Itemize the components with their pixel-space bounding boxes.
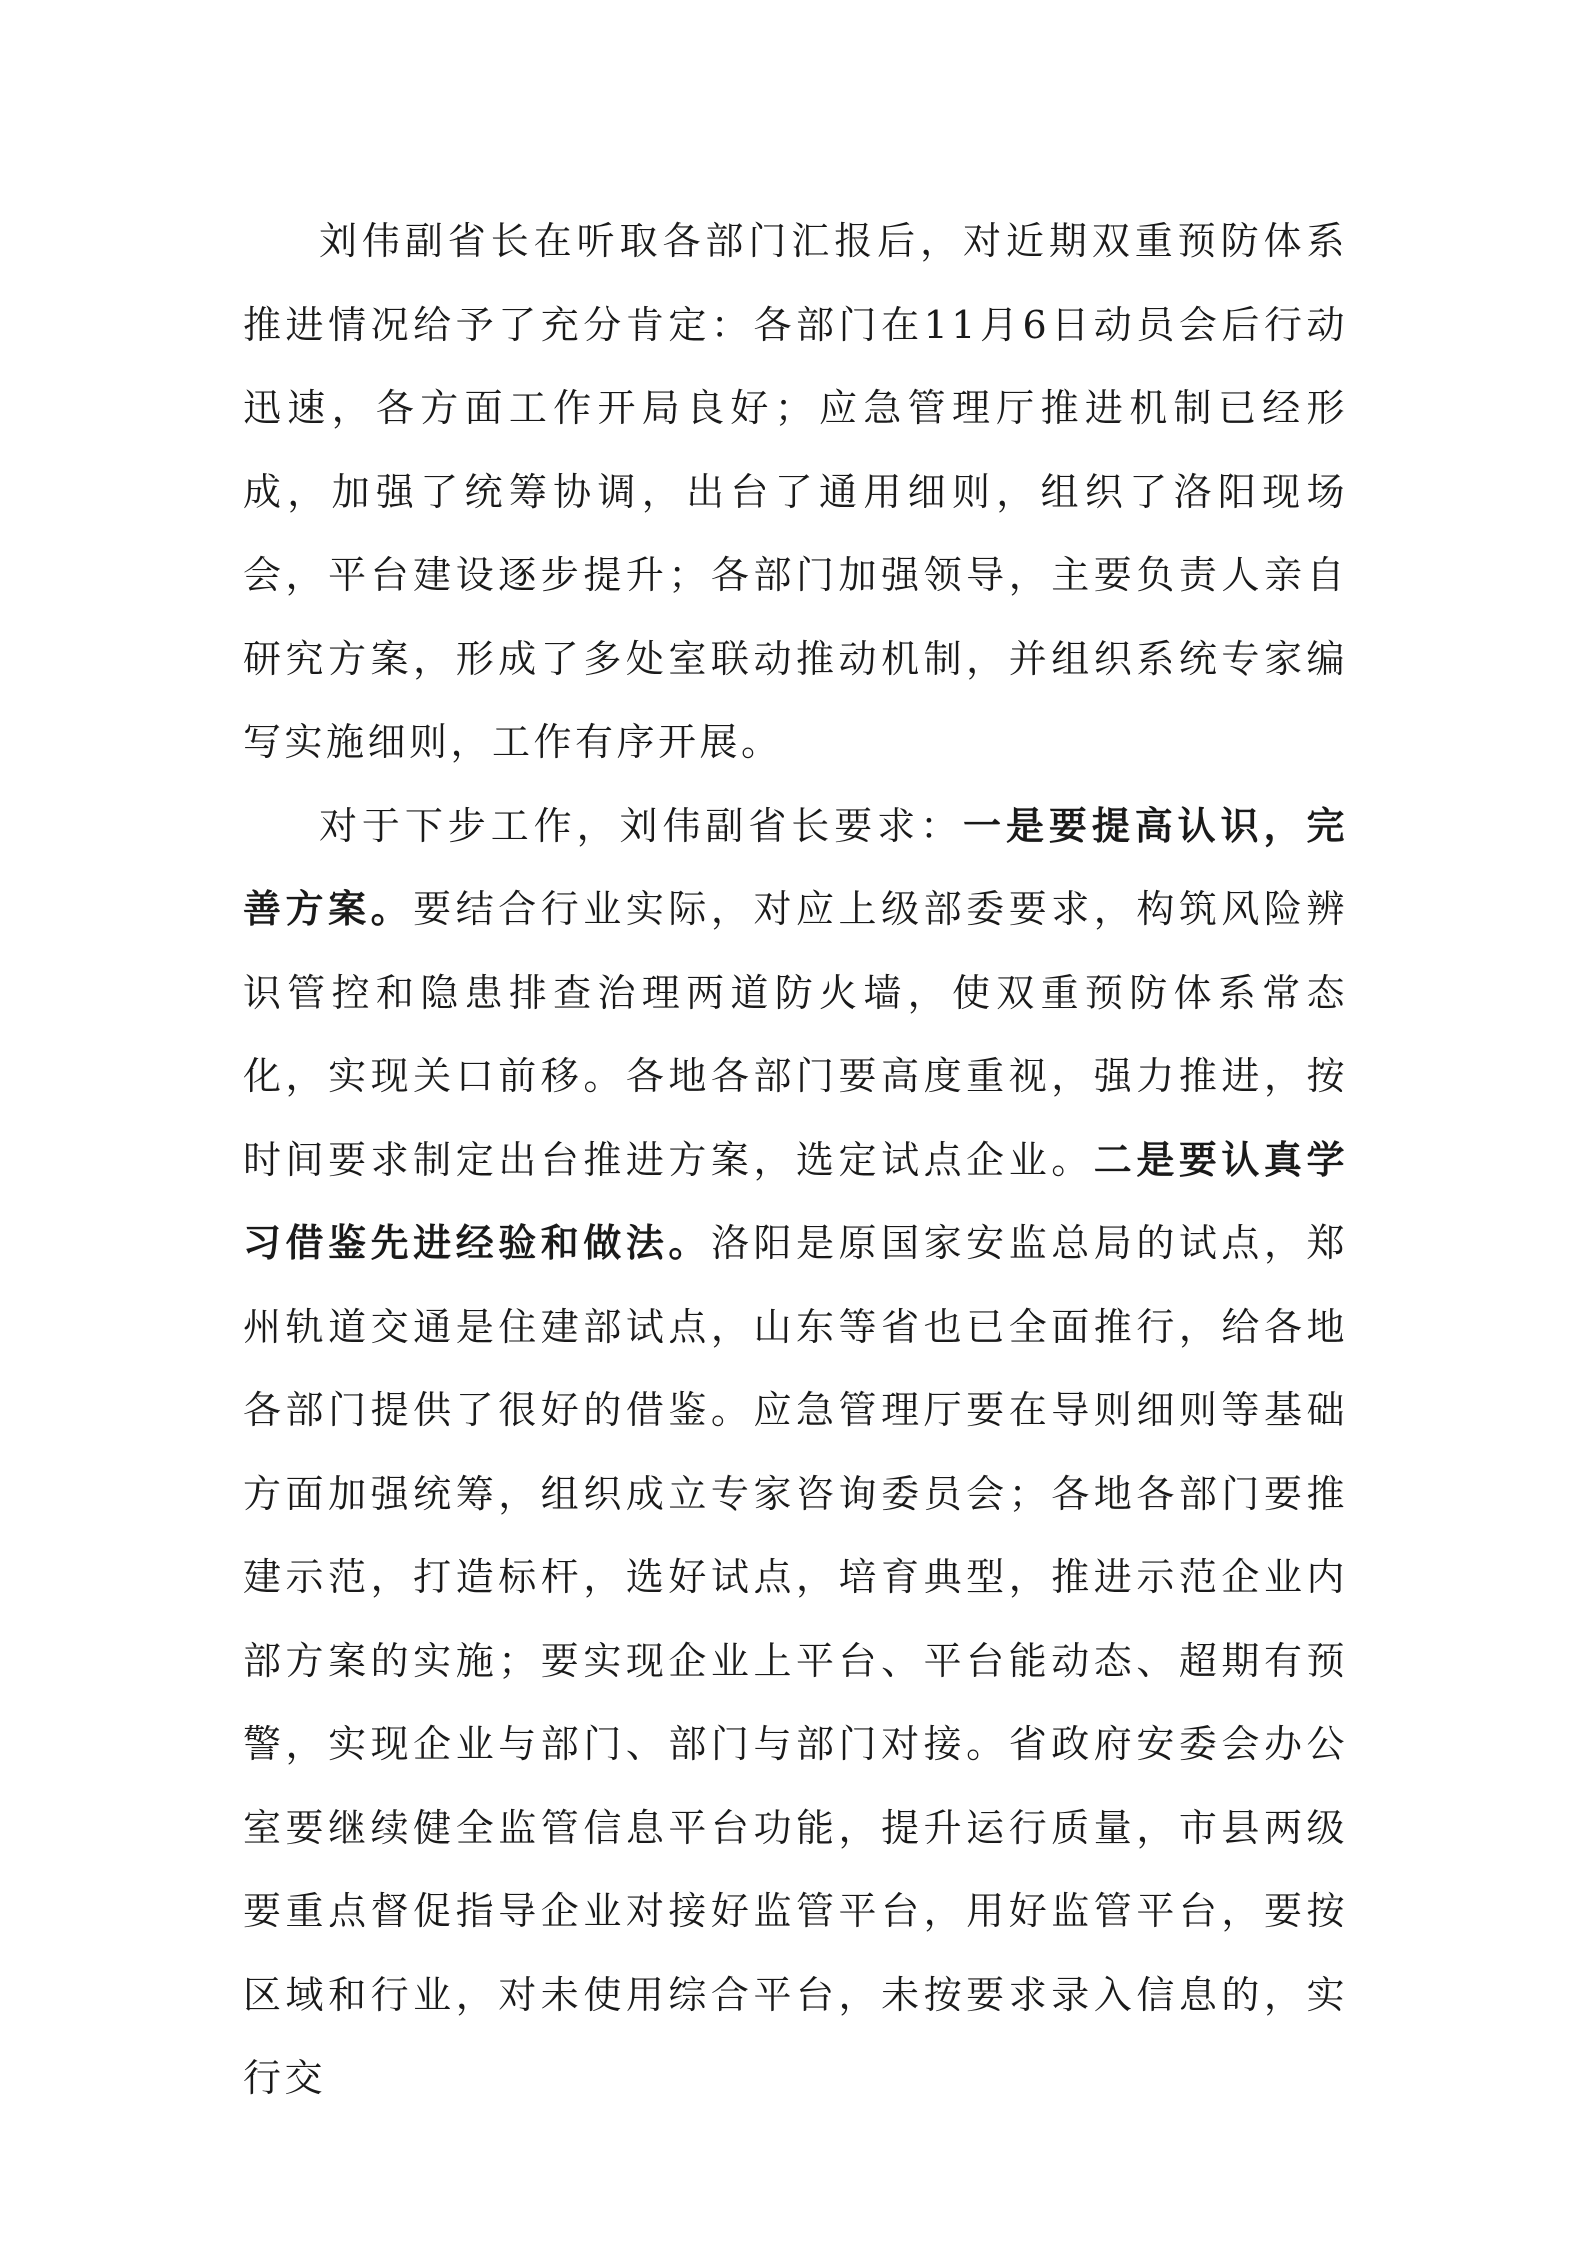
paragraph-summary (243, 200, 1348, 785)
paragraph-text: 对于下步工作，刘伟副省长要求： (319, 803, 964, 848)
paragraph-text: 要结合行业实际，对应上级部委要求，构筑风险辨识管控和隐患排查治理两道防火墙，使双重预防体系常态化，实现关口前移。各地各部门要高度重视，强力推进，按时间要求制定出台推进方案，选定试点企业。 (243, 887, 1348, 1182)
bold-heading-first: 一是要提高认识，完善方案。 (243, 803, 1348, 931)
paragraph-requirements (243, 785, 1348, 2121)
paragraph-text: 刘伟副省长在听取各部门汇报后，对近期双重预防体系推进情况给予了充分肯定：各部门在11月6日动员会后行动迅速，各方面工作开局良好；应急管理厅推进机制已经形成，加强了统筹协调，出台了通用细则，组织了洛阳现场会，平台建设逐步提升；各部门加强领导，主要负责人亲自研究方案，形成了多处室联动推动机制，并组织系统专家编写实施细则，工作有序开展。 (243, 219, 1348, 764)
bold-heading-second: 二是要认真学习借鉴先进经验和做法。 (243, 1137, 1348, 1265)
paragraph-text: 洛阳是原国家安监总局的试点，郑州轨道交通是住建部试点，山东等省也已全面推行，给各地各部门提供了很好的借鉴。应急管理厅要在导则细则等基础方面加强统筹，组织成立专家咨询委员会；各地各部门要推建示范，打造标杆，选好试点，培育典型，推进示范企业内部方案的实施；要实现企业上平台、平台能动态、超期有预警，实现企业与部门、部门与部门对接。省政府安委会办公室要继续健全监管信息平台功能，提升运行质量，市县两级要重点督促指导企业对接好监管平台，用好监管平台，要按区域和行业，对未使用综合平台，未按要求录入信息的，实行交 (243, 1221, 1348, 2100)
document-body (243, 200, 1348, 2121)
